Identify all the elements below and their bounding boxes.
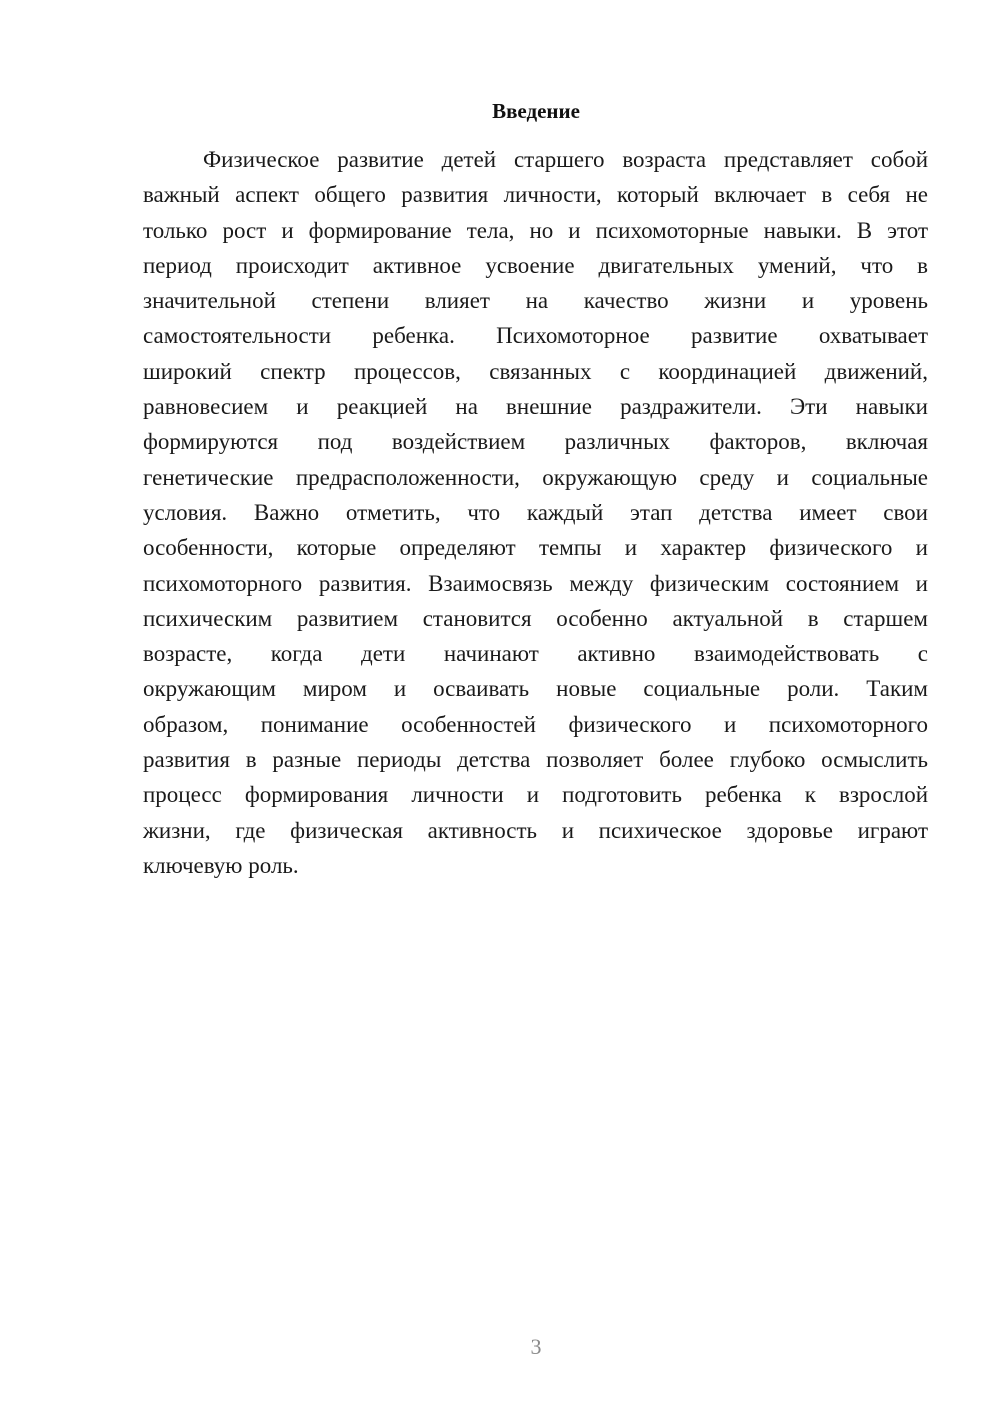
- page-number: 3: [530, 1334, 542, 1359]
- paragraph-line: равновесием и реакцией на внешние раздражители. Эти навыки: [143, 394, 928, 420]
- paragraph-line: развития в разные периоды детства позволяет более глубоко осмыслить: [143, 747, 928, 773]
- paragraph-line: широкий спектр процессов, связанных с координацией движений,: [143, 358, 928, 384]
- paragraph-line: психическим развитием становится особенно актуальной в старшем: [143, 605, 928, 631]
- paragraph-line: жизни, где физическая активность и психическое здоровье играют: [143, 817, 928, 843]
- body-paragraph: [143, 142, 928, 883]
- paragraph-line: формируются под воздействием различных факторов, включая: [143, 429, 928, 455]
- paragraph-line: психомоторного развития. Взаимосвязь между физическим состоянием и: [143, 570, 928, 596]
- paragraph-line: Физическое развитие детей старшего возраста представляет собой: [203, 147, 928, 172]
- paragraph-line: период происходит активное усвоение двигательных умений, что в: [143, 252, 928, 278]
- paragraph-line: самостоятельности ребенка. Психомоторное развитие охватывает: [143, 323, 928, 349]
- paragraph-line: условия. Важно отметить, что каждый этап детства имеет свои: [143, 499, 928, 525]
- paragraph-line: ключевую роль.: [143, 852, 299, 878]
- paragraph-line: процесс формирования личности и подготовить ребенка к взрослой: [143, 782, 928, 808]
- paragraph-line: генетические предрасположенности, окружающую среду и социальные: [143, 464, 928, 490]
- paragraph-line: значительной степени влияет на качество жизни и уровень: [143, 288, 928, 314]
- paragraph-line: окружающим миром и осваивать новые социальные роли. Таким: [143, 676, 928, 702]
- paragraph-line: особенности, которые определяют темпы и характер физического и: [143, 535, 928, 561]
- section-heading: Введение: [492, 99, 580, 123]
- paragraph-line: только рост и формирование тела, но и психомоторные навыки. В этот: [143, 217, 928, 243]
- paragraph-line: возрасте, когда дети начинают активно взаимодействовать с: [143, 641, 928, 667]
- paragraph-line: важный аспект общего развития личности, который включает в себя не: [143, 182, 928, 208]
- paragraph-line: образом, понимание особенностей физического и психомоторного: [143, 711, 928, 737]
